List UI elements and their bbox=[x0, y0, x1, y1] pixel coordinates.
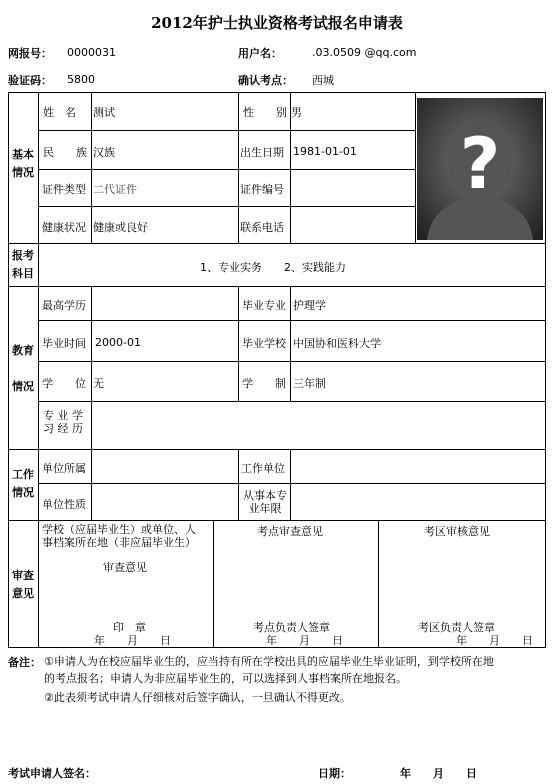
duration-label: 学 制 bbox=[242, 377, 286, 390]
review-col1-seal: 印 章 bbox=[113, 621, 146, 634]
section-education: 教育 情况 bbox=[12, 344, 34, 393]
date-label: 日期： bbox=[318, 767, 351, 780]
school-value: 中国协和医科大学 bbox=[293, 337, 381, 350]
id-type-label: 证件类型 bbox=[42, 183, 86, 196]
school-label: 毕业学校 bbox=[242, 337, 286, 350]
review-col1-subtitle: 审查意见 bbox=[103, 561, 147, 574]
notes-line-1: ①申请人为在校应届毕业生的，应当持有所在学校出具的应届毕业生毕业证明，到学校所在地 bbox=[44, 655, 494, 668]
study-history-label: 专 业 学 习 经 历 bbox=[43, 409, 83, 435]
applicant-signature-label: 考试申请人签名： bbox=[8, 767, 96, 780]
ethnic-value: 汉族 bbox=[93, 146, 115, 159]
gender-value: 男 bbox=[291, 106, 302, 119]
svg-text:?: ? bbox=[459, 123, 501, 205]
code-label: 验证码： bbox=[8, 74, 52, 87]
notes-line-2: 的考点报名；申请人为非应届毕业生的，可以选择到人事档案所在地报名。 bbox=[44, 672, 407, 685]
id-no-label: 证件编号 bbox=[240, 183, 284, 196]
major-label: 毕业专业 bbox=[242, 299, 286, 312]
ethnic-label: 民 族 bbox=[43, 146, 87, 159]
review-col1-title: 学校（应届毕业生）或单位、人 事档案所在地（非应届毕业生） bbox=[42, 523, 196, 549]
username-label: 用户名： bbox=[238, 47, 282, 60]
site-value: 西城 bbox=[312, 74, 334, 87]
review-col3-title: 考区审核意见 bbox=[424, 525, 490, 538]
section-basic: 基本 情况 bbox=[12, 148, 34, 179]
grad-time-label: 毕业时间 bbox=[42, 337, 86, 350]
work-unit-label: 工作单位 bbox=[241, 462, 285, 475]
name-value: 测试 bbox=[93, 106, 115, 119]
section-work: 工作 情况 bbox=[12, 468, 34, 499]
question-mark-silhouette-icon bbox=[417, 98, 543, 240]
subjects-value: 1、专业实务 2、实践能力 bbox=[200, 261, 346, 274]
health-value: 健康或良好 bbox=[93, 221, 148, 234]
code-value: 5800 bbox=[67, 73, 95, 86]
duration-value: 三年制 bbox=[293, 377, 326, 390]
education-level-label: 最高学历 bbox=[42, 299, 86, 312]
notes-label: 备注： bbox=[8, 656, 41, 669]
work-years-label: 从事本专 业年限 bbox=[243, 489, 287, 515]
section-subjects: 报考 科目 bbox=[12, 249, 34, 280]
review-col1-date: 年 月 日 bbox=[94, 634, 171, 647]
health-label: 健康状况 bbox=[42, 221, 86, 234]
unit-type-label: 单位性质 bbox=[42, 498, 86, 511]
username-value: .03.0509 @qq.com bbox=[312, 46, 417, 59]
birth-value: 1981-01-01 bbox=[293, 145, 357, 158]
form-title: 2012年护士执业资格考试报名申请表 bbox=[151, 14, 403, 32]
date-value: 年 月 日 bbox=[400, 767, 477, 780]
reg-no-label: 网报号： bbox=[8, 47, 52, 60]
review-col2-date: 年 月 日 bbox=[266, 634, 343, 647]
review-col2-title: 考点审查意见 bbox=[257, 525, 323, 538]
review-col2-sign: 考点负责人签章 bbox=[253, 621, 330, 634]
phone-label: 联系电话 bbox=[240, 221, 284, 234]
birth-label: 出生日期 bbox=[240, 146, 284, 159]
unit-belong-label: 单位所属 bbox=[42, 462, 86, 475]
grad-time-value: 2000-01 bbox=[95, 336, 141, 349]
reg-no-value: 0000031 bbox=[67, 46, 116, 59]
section-review: 审查 意见 bbox=[12, 569, 34, 600]
review-col3-sign: 考区负责人签章 bbox=[418, 621, 495, 634]
id-type-value: 二代证件 bbox=[93, 183, 137, 196]
review-col3-date: 年 月 日 bbox=[456, 634, 533, 647]
major-value: 护理学 bbox=[293, 299, 326, 312]
degree-label: 学 位 bbox=[42, 377, 86, 390]
gender-label: 性 别 bbox=[243, 106, 287, 119]
degree-value: 无 bbox=[93, 377, 104, 390]
notes-line-3: ②此表须考试申请人仔细核对后签字确认，一旦确认不得更改。 bbox=[44, 691, 351, 704]
site-label: 确认考点： bbox=[238, 74, 293, 87]
name-label: 姓 名 bbox=[43, 106, 76, 119]
